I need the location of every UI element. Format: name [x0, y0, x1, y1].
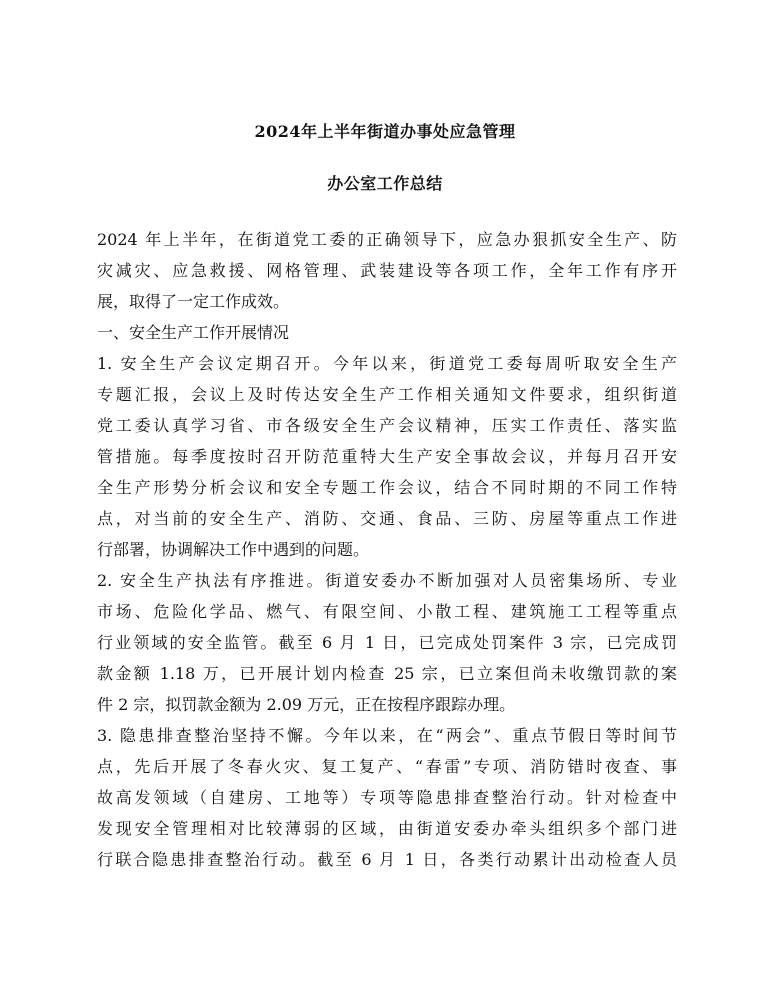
paragraph-line: 行联合隐患排查整治行动。截至 6 月 1 日，各类行动累计出动检查人员 [97, 850, 677, 869]
paragraph-line: 党工委认真学习省、市各级安全生产会议精神，压实工作责任、落实监 [97, 416, 677, 435]
paragraph-line: 故高发领域（自建房、工地等）专项等隐患排查整治行动。针对检查中 [97, 788, 677, 807]
paragraph-line: 2024 年上半年，在街道党工委的正确领导下，应急办狠抓安全生产、防 [97, 230, 677, 249]
paragraph-line: 灾减灾、应急救援、网格管理、武装建设等各项工作，全年工作有序开 [97, 261, 677, 280]
document-subtitle: 办公室工作总结 [327, 174, 443, 193]
paragraph-line: 专题汇报，会议上及时传达安全生产工作相关通知文件要求，组织街道 [97, 385, 677, 404]
paragraph-line: 件 2 宗，拟罚款金额为 2.09 万元，正在按程序跟踪办理。 [97, 695, 516, 714]
paragraph-line: 发现安全管理相对比较薄弱的区域，由街道安委办牵头组织多个部门进 [97, 819, 677, 838]
paragraph-line: 3. 隐患排查整治坚持不懈。今年以来，在“两会”、重点节假日等时间节 [97, 726, 677, 745]
paragraph-line: 行部署，协调解决工作中遇到的问题。 [97, 540, 370, 559]
section-heading: 一、安全生产工作开展情况 [97, 323, 290, 342]
paragraph-line: 展，取得了一定工作成效。 [97, 292, 290, 311]
paragraph-line: 点，对当前的安全生产、消防、交通、食品、三防、房屋等重点工作进 [97, 509, 677, 528]
paragraph-line: 市场、危险化学品、燃气、有限空间、小散工程、建筑施工工程等重点 [97, 602, 677, 621]
paragraph-line: 管措施。每季度按时召开防范重特大生产安全事故会议，并每月召开安 [97, 447, 677, 466]
paragraph-line: 全生产形势分析会议和安全专题工作会议，结合不同时期的不同工作特 [97, 478, 677, 497]
paragraph-line: 款金额 1.18 万，已开展计划内检查 25 宗，已立案但尚未收缴罚款的案 [97, 664, 677, 683]
paragraph-line: 行业领域的安全监管。截至 6 月 1 日，已完成处罚案件 3 宗，已完成罚 [97, 633, 677, 652]
paragraph-line: 2. 安全生产执法有序推进。街道安委办不断加强对人员密集场所、专业 [97, 571, 677, 590]
document-body [97, 224, 677, 875]
paragraph-line: 1. 安全生产会议定期召开。今年以来，街道党工委每周听取安全生产 [97, 354, 677, 373]
document-title: 2024年上半年街道办事处应急管理 [254, 122, 516, 141]
paragraph-line: 点，先后开展了冬春火灾、复工复产、“春雷”专项、消防错时夜查、事 [97, 757, 677, 776]
